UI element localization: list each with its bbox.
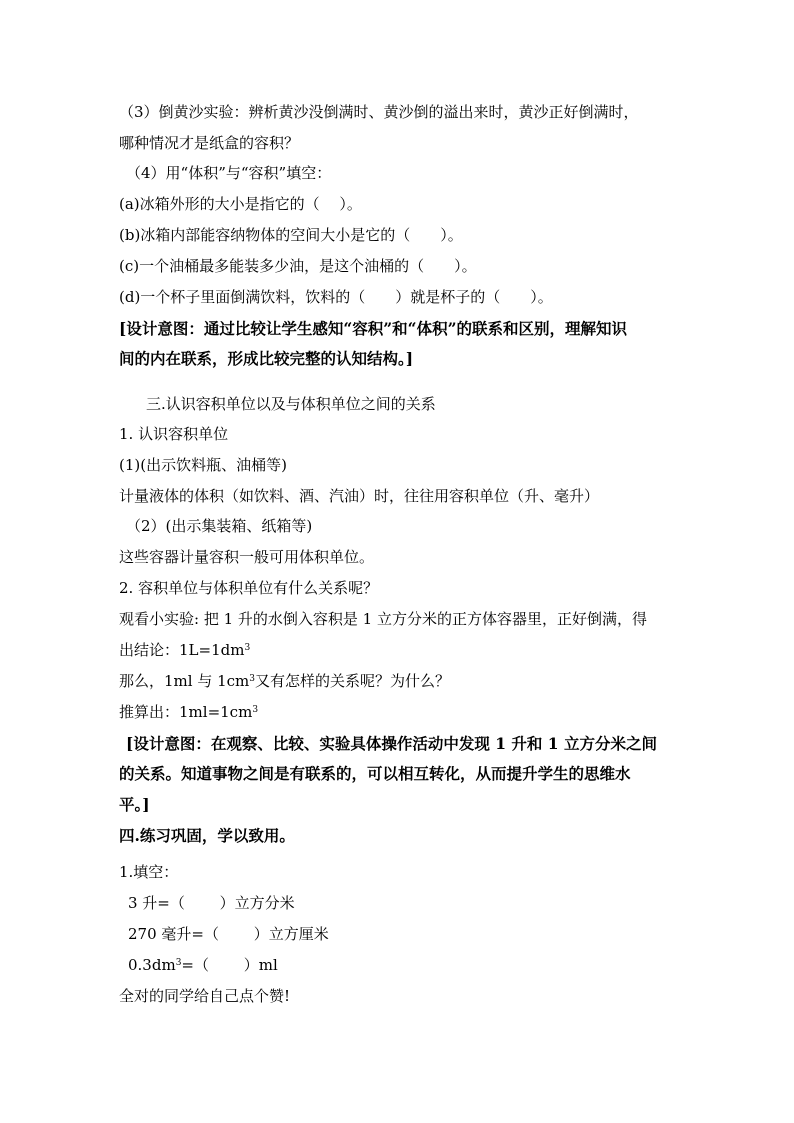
sub2-title: 2. 容积单位与体积单位有什么关系呢？ [119,579,379,597]
question-prefix: 那么，1ml 与 1cm [119,672,250,690]
design-intent-1-line1: [设计意图：通过比较让学生感知“容积”和“体积”的联系和区别，理解知识 [119,319,627,338]
item-d: (d)一个杯子里面倒满饮料，饮料的（ ）就是杯子的（ ）。 [119,288,553,306]
fill-3-prefix: 0.3dm [128,956,176,974]
cubic-superscript: 3 [175,958,182,968]
design-intent-2-line1: [设计意图：在观察、比较、实验具体操作活动中发现 1 升和 1 立方分米之间 [126,734,657,753]
experiment-line2 [119,640,250,660]
design-intent-1-line2: 间的内在联系，形成比较完整的认知结构。] [119,349,414,368]
item-c: (c)一个油桶最多能装多少油，是这个油桶的（ ）。 [119,257,477,275]
design-intent-2-line3: 平。] [119,795,150,814]
question-suffix: 又有怎样的关系呢？为什么？ [255,672,451,690]
sub1-item2-text: 这些容器计量容积一般可用体积单位。 [119,548,375,566]
item-a: (a)冰箱外形的大小是指它的（ ）。 [119,195,362,213]
fill-3-suffix: =（ ）ml [181,956,278,974]
fill-title: 1.填空： [119,863,179,881]
sub1-title: 1. 认识容积单位 [119,425,229,443]
praise-line: 全对的同学给自己点个赞! [119,987,291,1005]
sub1-item1-text: 计量液体的体积（如饮料、酒、汽油）时，往往用容积单位（升、毫升） [119,487,600,505]
experiment-conclusion: 出结论：1L=1dm [119,641,245,659]
sub1-item1: (1)(出示饮料瓶、油桶等) [119,456,287,474]
section-four-heading: 四.练习巩固，学以致用。 [119,826,295,845]
fill-item-1: 3 升=（ ）立方分米 [128,894,295,912]
item4-title: （4）用“体积”与“容积”填空： [126,164,332,182]
cubic-superscript: 3 [244,643,251,653]
cubic-superscript: 3 [252,705,259,715]
question-line [119,671,450,691]
deduce-prefix: 推算出：1ml=1cm [119,703,253,721]
fill-item-3 [128,955,278,975]
fill-item-2: 270 毫升=（ ）立方厘米 [128,925,329,943]
item-b: (b)冰箱内部能容纳物体的空间大小是它的（ ）。 [119,226,463,244]
item3-line1: （3）倒黄沙实验：辨析黄沙没倒满时、黄沙倒的溢出来时，黄沙正好倒满时， [119,103,639,121]
deduce-line [119,702,258,722]
item3-line2: 哪种情况才是纸盒的容积？ [119,134,300,152]
sub1-item2: （2）(出示集装箱、纸箱等) [126,517,313,535]
section-three-heading: 三.认识容积单位以及与体积单位之间的关系 [146,395,436,413]
experiment-line1: 观看小实验: 把 1 升的水倒入容积是 1 立方分米的正方体容器里，正好倒满，得 [119,610,647,628]
cubic-superscript: 3 [249,674,256,684]
design-intent-2-line2: 的关系。知道事物之间是有联系的，可以相互转化，从而提升学生的思维水 [119,764,631,783]
